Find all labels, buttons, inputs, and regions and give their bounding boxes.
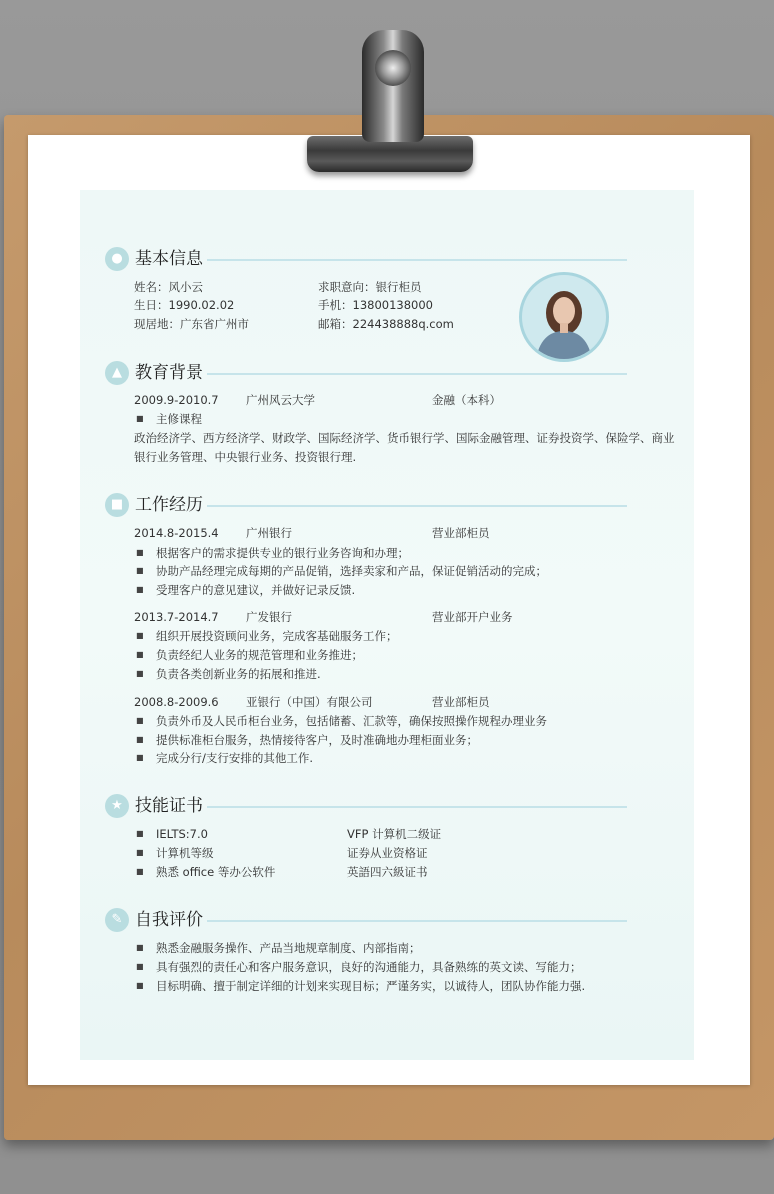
job-duty: 组织开展投资顾问业务，完成客基础服务工作； bbox=[156, 629, 398, 643]
section-divider bbox=[207, 806, 627, 808]
briefcase-icon: ■ bbox=[105, 493, 129, 517]
job-company: 广州银行 bbox=[246, 526, 292, 540]
graduation-cap-icon: ▲ bbox=[105, 361, 129, 385]
portrait-icon bbox=[522, 275, 606, 359]
job-duty: 协助产品经理完成每期的产品促销，选择卖家和产品，保证促销活动的完成； bbox=[156, 564, 547, 578]
job-duty: 负责外币及人民币柜台业务，包括储蓄、汇款等，确保按照操作规程办理业务 bbox=[156, 714, 547, 728]
section-divider bbox=[207, 920, 627, 922]
job-duty: 完成分行/支行安排的其他工作. bbox=[156, 751, 314, 765]
job-company: 广发银行 bbox=[246, 610, 292, 624]
bullet: ■ bbox=[136, 848, 144, 857]
clip-lever bbox=[362, 30, 424, 142]
user-icon: ● bbox=[105, 247, 129, 271]
job-duty: 负责经纪人业务的规范管理和业务推进； bbox=[156, 648, 363, 662]
bullet: ■ bbox=[136, 548, 144, 557]
clip-ring bbox=[375, 50, 411, 86]
skill-item: IELTS:7.0 bbox=[156, 827, 208, 841]
job-duty: 根据客户的需求提供专业的银行业务咨询和办理； bbox=[156, 546, 409, 560]
section-title: 基本信息 bbox=[135, 249, 203, 269]
phone-field: 手机：13800138000 bbox=[318, 298, 433, 312]
job-role: 营业部柜员 bbox=[432, 695, 490, 709]
intent-field: 求职意向：银行柜员 bbox=[318, 280, 422, 294]
bullet: ■ bbox=[136, 962, 144, 971]
courses-label: 主修课程 bbox=[156, 412, 202, 426]
bullet: ■ bbox=[136, 829, 144, 838]
courses-line: 银行业务管理、中央银行业务、投资银行理. bbox=[134, 450, 357, 464]
job-company: 亚银行（中国）有限公司 bbox=[246, 695, 373, 709]
courses-line: 政治经济学、西方经济学、财政学、国际经济学、货币银行学、国际金融管理、证券投资学、保险学、商业 bbox=[134, 431, 675, 445]
bullet: ■ bbox=[136, 867, 144, 876]
skill-item: 计算机等级 bbox=[156, 846, 214, 860]
self-item: 具有强烈的责任心和客户服务意识，良好的沟通能力，具备熟练的英文读、写能力； bbox=[156, 960, 582, 974]
edu-school: 广州风云大学 bbox=[246, 393, 315, 407]
job-duty: 提供标准柜台服务，热情接待客户，及时准确地办理柜面业务； bbox=[156, 733, 478, 747]
edit-icon: ✎ bbox=[105, 908, 129, 932]
job-role: 营业部柜员 bbox=[432, 526, 490, 540]
section-title: 自我评价 bbox=[135, 910, 203, 930]
section-divider bbox=[207, 259, 627, 261]
section-title: 工作经历 bbox=[135, 495, 203, 515]
job-duty: 受理客户的意见建议，并做好记录反馈. bbox=[156, 583, 356, 597]
award-icon: ★ bbox=[105, 794, 129, 818]
bullet: ■ bbox=[136, 414, 144, 423]
self-item: 熟悉金融服务操作、产品当地规章制度、内部指南； bbox=[156, 941, 421, 955]
self-item: 目标明确、擅于制定详细的计划来实现目标；严谨务实，以诚待人，团队协作能力强. bbox=[156, 979, 586, 993]
bullet: ■ bbox=[136, 650, 144, 659]
edu-period: 2009.9-2010.7 bbox=[134, 393, 219, 407]
location-field: 现居地：广东省广州市 bbox=[134, 317, 249, 331]
section-title: 技能证书 bbox=[135, 796, 203, 816]
certificate-item: VFP 计算机二级证 bbox=[347, 827, 442, 841]
bullet: ■ bbox=[136, 669, 144, 678]
section-divider bbox=[207, 373, 627, 375]
section-title: 教育背景 bbox=[135, 363, 203, 383]
name-field: 姓名：风小云 bbox=[134, 280, 203, 294]
section-divider bbox=[207, 505, 627, 507]
bullet: ■ bbox=[136, 981, 144, 990]
job-period: 2014.8-2015.4 bbox=[134, 526, 219, 540]
edu-major: 金融（本科） bbox=[432, 393, 501, 407]
bullet: ■ bbox=[136, 631, 144, 640]
bullet: ■ bbox=[136, 735, 144, 744]
bullet: ■ bbox=[136, 753, 144, 762]
bullet: ■ bbox=[136, 943, 144, 952]
bullet: ■ bbox=[136, 566, 144, 575]
certificate-item: 证券从业资格证 bbox=[347, 846, 428, 860]
job-role: 营业部开户业务 bbox=[432, 610, 513, 624]
job-period: 2013.7-2014.7 bbox=[134, 610, 219, 624]
bullet: ■ bbox=[136, 585, 144, 594]
birth-field: 生日：1990.02.02 bbox=[134, 298, 235, 312]
email-field: 邮箱：224438888q.com bbox=[318, 317, 454, 331]
bullet: ■ bbox=[136, 716, 144, 725]
job-duty: 负责各类创新业务的拓展和推进. bbox=[156, 667, 321, 681]
job-period: 2008.8-2009.6 bbox=[134, 695, 219, 709]
skill-item: 熟悉 office 等办公软件 bbox=[156, 865, 276, 879]
avatar bbox=[519, 272, 609, 362]
certificate-item: 英語四六級证书 bbox=[347, 865, 428, 879]
